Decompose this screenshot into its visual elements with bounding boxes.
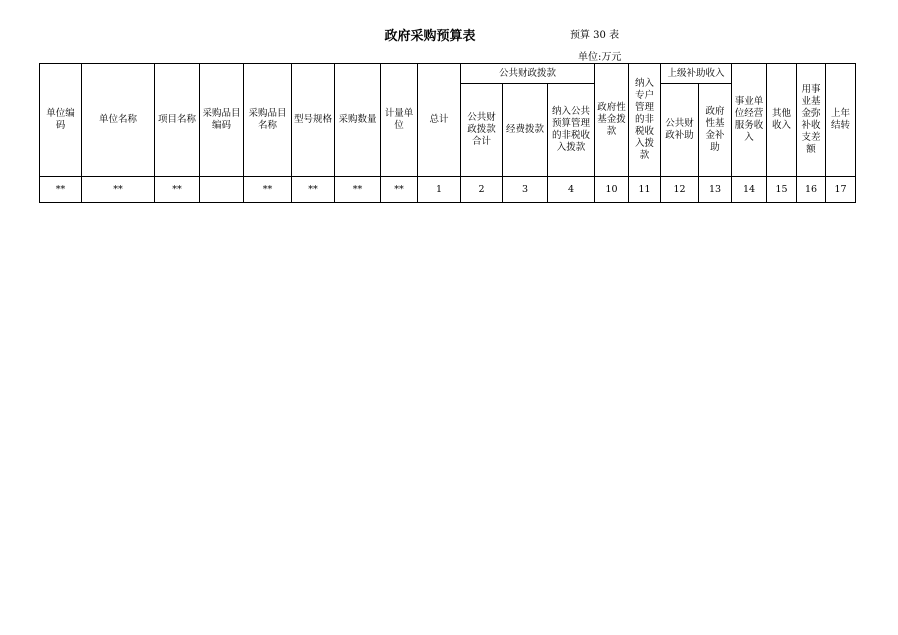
table-row	[40, 177, 856, 203]
cell-public-finance-total: 2	[461, 177, 503, 203]
header-non-tax-income: 纳入公共预算管理的非税收入拨款	[548, 84, 595, 177]
cell-item-code	[200, 177, 244, 203]
header-item-code: 采购品目编码	[200, 64, 244, 177]
cell-non-tax-income: 4	[548, 177, 595, 203]
cell-special-non-tax: 11	[629, 177, 661, 203]
cell-total: 1	[418, 177, 461, 203]
cell-item-name: **	[244, 177, 292, 203]
unit-label: 单位:万元	[578, 52, 622, 63]
cell-measure-unit: **	[381, 177, 418, 203]
procurement-budget-table	[39, 63, 856, 203]
cell-business-service-income: 14	[732, 177, 767, 203]
header-gov-fund-subsidy: 政府性基金补助	[699, 84, 732, 177]
header-fund-balance: 用事业基金弥补收支差额	[797, 64, 826, 177]
cell-public-finance-subsidy: 12	[661, 177, 699, 203]
header-unit-code: 单位编码	[40, 64, 82, 177]
cell-model-spec: **	[292, 177, 335, 203]
header-superior-subsidy-group: 上级补助收入	[661, 64, 732, 84]
header-special-non-tax: 纳入专户管理的非税收入拨款	[629, 64, 661, 177]
cell-other-income: 15	[767, 177, 797, 203]
header-gov-fund: 政府性基金拨款	[595, 64, 629, 177]
header-project-name: 项目名称	[155, 64, 200, 177]
cell-last-year-carryover: 17	[826, 177, 856, 203]
cell-unit-name: **	[82, 177, 155, 203]
header-public-finance-subsidy: 公共财政补助	[661, 84, 699, 177]
cell-gov-fund-subsidy: 13	[699, 177, 732, 203]
header-model-spec: 型号规格	[292, 64, 335, 177]
header-item-name: 采购品目名称	[244, 64, 292, 177]
cell-quantity: **	[335, 177, 381, 203]
cell-gov-fund: 10	[595, 177, 629, 203]
header-measure-unit: 计量单位	[381, 64, 418, 177]
header-public-finance-total: 公共财政拨款合计	[461, 84, 503, 177]
cell-unit-code: **	[40, 177, 82, 203]
header-other-income: 其他收入	[767, 64, 797, 177]
header-last-year-carryover: 上年结转	[826, 64, 856, 177]
header-operating-funds: 经费拨款	[503, 84, 548, 177]
form-number: 预算 30 表	[570, 30, 620, 41]
header-unit-name: 单位名称	[82, 64, 155, 177]
header-total: 总计	[418, 64, 461, 177]
header-public-finance-group: 公共财政拨款	[461, 64, 595, 84]
header-business-service-income: 事业单位经营服务收入	[732, 64, 767, 177]
page-title: 政府采购预算表	[384, 29, 476, 44]
cell-project-name: **	[155, 177, 200, 203]
header-quantity: 采购数量	[335, 64, 381, 177]
cell-operating-funds: 3	[503, 177, 548, 203]
cell-fund-balance: 16	[797, 177, 826, 203]
